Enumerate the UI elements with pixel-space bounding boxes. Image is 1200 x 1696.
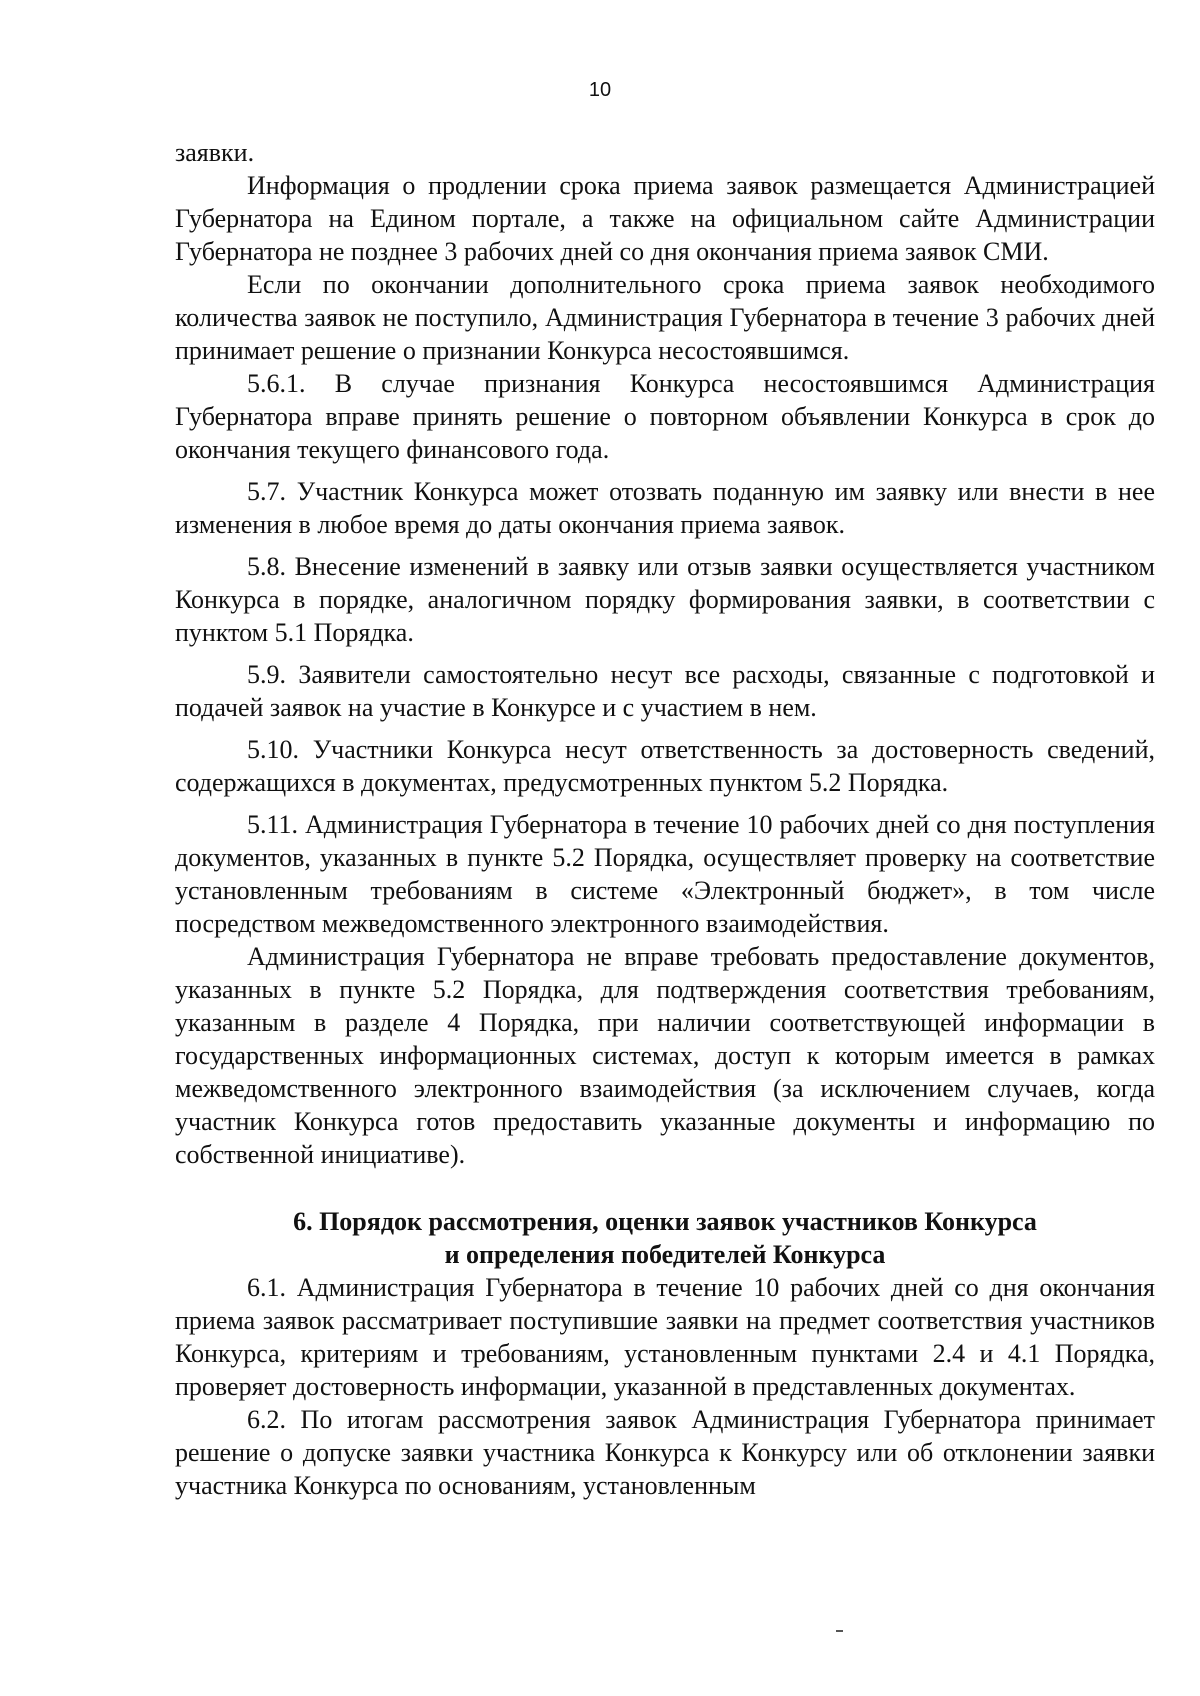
section-heading-line-2: и определения победителей Конкурса — [444, 1240, 886, 1269]
paragraph: Информация о продлении срока приема заявок размещается Администрацией Губернатора на Едином портале, а также на официальном сайте Администрации Губернатора не позднее 3 рабочих дней со дня окончания приема заявок СМИ. — [175, 171, 1155, 266]
section-heading-line-1: 6. Порядок рассмотрения, оценки заявок участников Конкурса — [293, 1207, 1037, 1236]
page-number: 10 — [588, 79, 612, 101]
paragraph: заявки. — [175, 138, 255, 167]
paragraph: 5.11. Администрация Губернатора в течение 10 рабочих дней со дня поступления документов, указанных в пункте 5.2 Порядка, осуществляет проверку на соответствие установленным требованиям в системе «Электронный бюджет», в том числе посредством межведомственного электронного взаимодействия. — [175, 810, 1155, 938]
paragraph: Если по окончании дополнительного срока приема заявок необходимого количества заявок не поступило, Администрация Губернатора в течение 3 рабочих дней принимает решение о признании Конкурса несостоявшимся. — [175, 270, 1155, 365]
document-body — [175, 136, 1155, 1502]
paragraph: 5.9. Заявители самостоятельно несут все расходы, связанные с подготовкой и подачей заявок на участие в Конкурсе и с участием в нем. — [175, 660, 1155, 722]
paragraph: 5.7. Участник Конкурса может отозвать поданную им заявку или внести в нее изменения в любое время до даты окончания приема заявок. — [175, 477, 1155, 539]
section-heading — [175, 1205, 1155, 1271]
paragraph: Администрация Губернатора не вправе требовать предоставление документов, указанных в пункте 5.2 Порядка, для подтверждения соответствия требованиям, указанным в разделе 4 Порядка, при наличии соответствующей информации в государственных информационных системах, доступ к которым имеется в рамках межведомственного электронного взаимодействия (за исключением случаев, когда участник Конкурса готов предоставить указанные документы и информацию по собственной инициативе). — [175, 942, 1155, 1169]
paragraph: 6.1. Администрация Губернатора в течение 10 рабочих дней со дня окончания приема заявок рассматривает поступившие заявки на предмет соответствия участников Конкурса, критериям и требованиям, установленным пунктами 2.4 и 4.1 Порядка, проверяет достоверность информации, указанной в представленных документах. — [175, 1273, 1155, 1401]
scan-mark — [836, 1630, 843, 1632]
paragraph: 5.10. Участники Конкурса несут ответственность за достоверность сведений, содержащихся в документах, предусмотренных пунктом 5.2 Порядка. — [175, 735, 1155, 797]
paragraph: 6.2. По итогам рассмотрения заявок Администрация Губернатора принимает решение о допуске заявки участника Конкурса к Конкурсу или об отклонении заявки участника Конкурса по основаниям, установленным — [175, 1405, 1155, 1500]
paragraph: 5.6.1. В случае признания Конкурса несостоявшимся Администрация Губернатора вправе принять решение о повторном объявлении Конкурса в срок до окончания текущего финансового года. — [175, 369, 1155, 464]
paragraph: 5.8. Внесение изменений в заявку или отзыв заявки осуществляется участником Конкурса в порядке, аналогичном порядку формирования заявки, в соответствии с пунктом 5.1 Порядка. — [175, 552, 1155, 647]
